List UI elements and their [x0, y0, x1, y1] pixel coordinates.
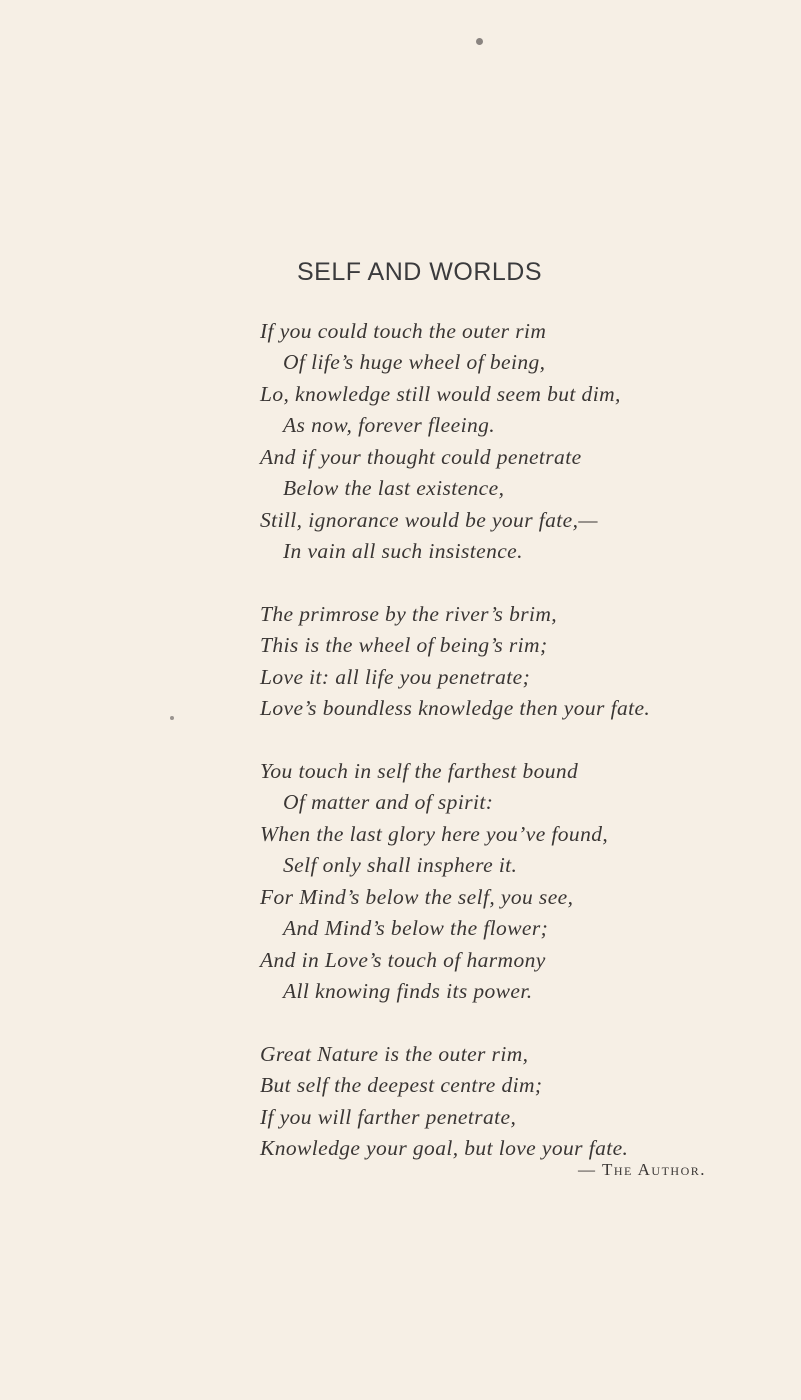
- poem-line: For Mind’s below the self, you see,: [260, 885, 574, 909]
- poem-line: And Mind’s below the flower;: [283, 916, 549, 940]
- poem-line: If you could touch the outer rim: [260, 319, 547, 343]
- poem-line: Love’s boundless knowledge then your fate.: [260, 696, 651, 720]
- poem-line: The primrose by the river’s brim,: [260, 602, 558, 626]
- poem-line: But self the deepest centre dim;: [260, 1073, 543, 1097]
- poem-line: Love it: all life you penetrate;: [260, 665, 531, 689]
- poem-line: This is the wheel of being’s rim;: [260, 633, 548, 657]
- poem-line: If you will farther penetrate,: [260, 1105, 517, 1129]
- poem-line: In vain all such insistence.: [283, 539, 523, 563]
- poem-line: All knowing finds its power.: [283, 979, 533, 1003]
- poem-line: Below the last existence,: [283, 476, 505, 500]
- poem-line: And if your thought could penetrate: [260, 445, 582, 469]
- poem-line: Lo, knowledge still would seem but dim,: [260, 382, 621, 406]
- poem-line: You touch in self the farthest bound: [260, 759, 579, 783]
- poem-line: Knowledge your goal, but love your fate.: [260, 1136, 629, 1160]
- poem-line: When the last glory here you’ve found,: [260, 822, 609, 846]
- poem-line: As now, forever fleeing.: [283, 413, 496, 437]
- poem-line: Of life’s huge wheel of being,: [283, 350, 546, 374]
- poem-line: Self only shall insphere it.: [283, 853, 518, 877]
- attribution: — The Author.: [578, 1160, 706, 1179]
- poem-line: Still, ignorance would be your fate,—: [260, 508, 598, 532]
- poem-line: And in Love’s touch of harmony: [260, 948, 546, 972]
- poem-title: SELF AND WORLDS: [296, 258, 543, 286]
- poem-line: Of matter and of spirit:: [283, 790, 494, 814]
- poem-line: Great Nature is the outer rim,: [260, 1042, 529, 1066]
